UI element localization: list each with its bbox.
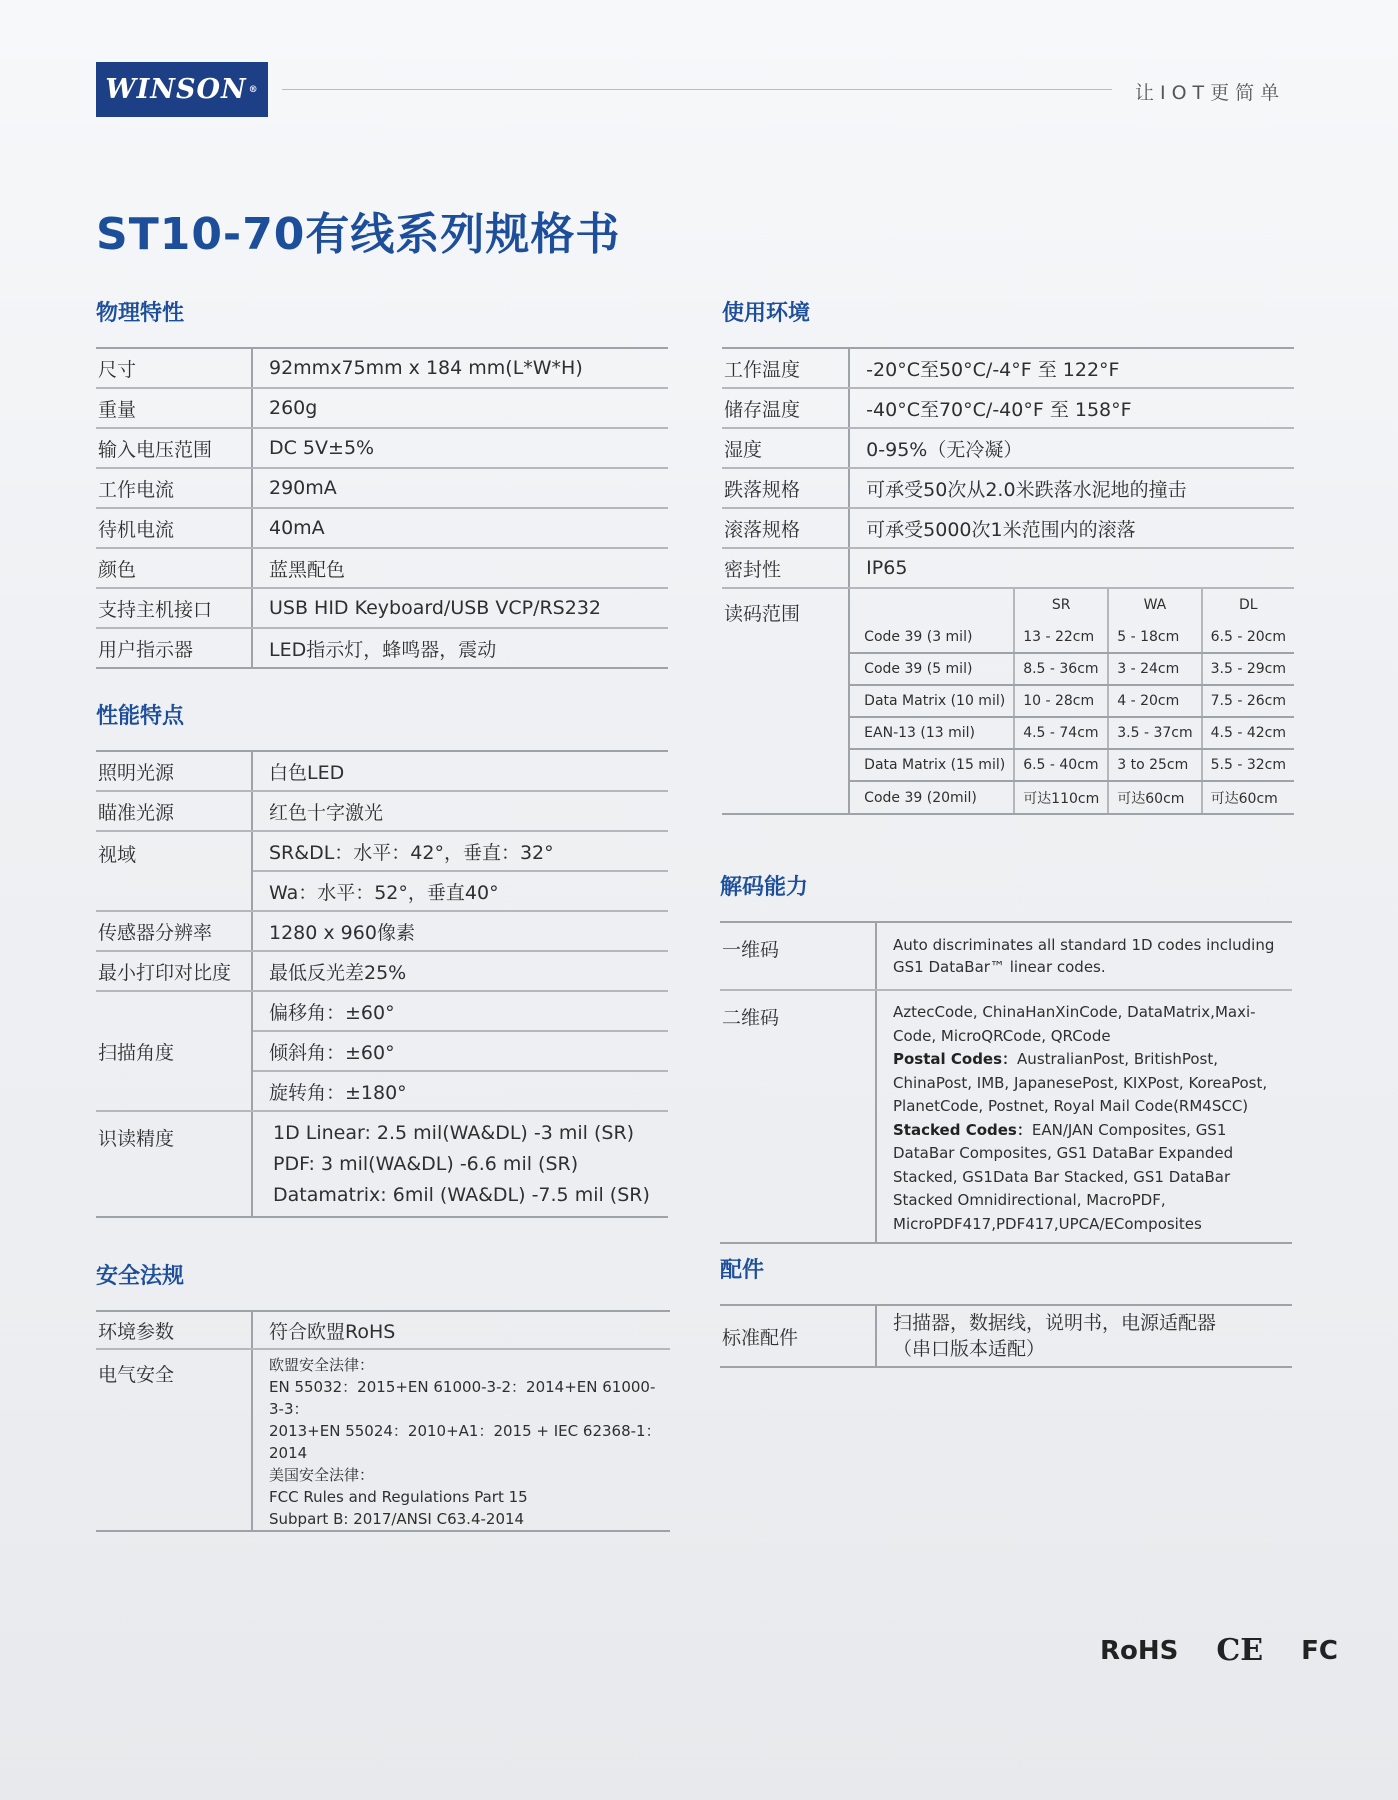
safety-line: 欧盟安全法律： <box>269 1356 375 1374</box>
row-value: 可承受5000次1米范围内的滚落 <box>849 508 1294 548</box>
accessories-table <box>720 1304 1292 1368</box>
performance-section <box>96 698 668 1218</box>
table-row <box>720 990 1292 1243</box>
range-value: 5.5 - 32cm <box>1202 749 1294 781</box>
postal-label: Postal Codes： <box>893 1050 1018 1068</box>
precision-line: PDF: 3 mil(WA&DL) -6.6 mil (SR) <box>273 1152 579 1175</box>
range-row <box>850 749 1294 781</box>
table-row <box>722 388 1294 428</box>
table-row <box>96 991 668 1031</box>
table-row <box>96 951 668 991</box>
row-value: DC 5V±5% <box>252 428 668 468</box>
range-symbology: Data Matrix (15 mil) <box>850 749 1014 781</box>
safety-line: EN 55032：2015+EN 61000-3-2：2014+EN 61000-3-3： <box>269 1378 656 1418</box>
row-label: 跌落规格 <box>722 468 849 508</box>
row-label: 瞄准光源 <box>96 791 252 831</box>
safety-line: Subpart B: 2017/ANSI C63.4-2014 <box>269 1510 525 1528</box>
row-label: 颜色 <box>96 548 252 588</box>
section-title: 安全法规 <box>96 1264 185 1289</box>
range-value: 可达60cm <box>1108 781 1201 813</box>
decode-postal <box>893 1048 1292 1119</box>
range-row <box>850 621 1294 653</box>
row-value: 260g <box>252 388 668 428</box>
range-symbology: Code 39 (3 mil) <box>850 621 1014 653</box>
range-row <box>850 653 1294 685</box>
range-value: 8.5 - 36cm <box>1014 653 1108 685</box>
read-range-table <box>850 589 1294 813</box>
ce-logo: CE <box>1216 1633 1264 1668</box>
row-value: -20°C至50°C/-4°F 至 122°F <box>849 348 1294 388</box>
row-label: 环境参数 <box>96 1311 252 1349</box>
range-value: 3 - 24cm <box>1108 653 1201 685</box>
safety-table <box>96 1310 670 1532</box>
table-row <box>96 1349 670 1531</box>
row-label: 尺寸 <box>96 348 252 388</box>
range-header-cell: SR <box>1014 589 1108 621</box>
row-value: IP65 <box>849 548 1294 588</box>
range-header-cell <box>850 589 1014 621</box>
decoding-section <box>720 869 1292 1244</box>
decode-2d-intro: AztecCode, ChinaHanXinCode, DataMatrix,Maxi-Code, MicroQRCode, QRCode <box>893 1003 1256 1045</box>
range-value: 4.5 - 42cm <box>1202 717 1294 749</box>
row-value: 倾斜角：±60° <box>252 1031 668 1071</box>
row-label: 用户指示器 <box>96 628 252 668</box>
range-header-row <box>850 589 1294 621</box>
section-title: 配件 <box>720 1258 765 1283</box>
row-label: 输入电压范围 <box>96 428 252 468</box>
row-value: 40mA <box>252 508 668 548</box>
row-label: 储存温度 <box>722 388 849 428</box>
postal-codes: AustralianPost, BritishPost, ChinaPost, IMB, JapanesePost, KIXPost, KoreaPost, PlanetCode, Postnet, Royal Mail Code(RM4SCC) <box>893 1050 1268 1115</box>
table-row <box>96 628 668 668</box>
environment-table <box>722 347 1294 815</box>
row-value: 白色LED <box>252 751 668 791</box>
table-row <box>96 791 668 831</box>
table-row <box>722 548 1294 588</box>
range-value: 6.5 - 20cm <box>1202 621 1294 653</box>
rohs-logo: RoHS <box>1100 1635 1179 1666</box>
row-value: SR&DL：水平：42°，垂直：32° <box>252 831 668 871</box>
table-row <box>720 922 1292 990</box>
row-value: 0-95%（无冷凝） <box>849 428 1294 468</box>
row-value: 1280 x 960像素 <box>252 911 668 951</box>
brand-name: WINSON <box>105 74 247 105</box>
table-row <box>96 508 668 548</box>
page-title: ST10-70有线系列规格书 <box>96 209 621 260</box>
winson-logo <box>96 62 268 117</box>
range-value: 可达110cm <box>1014 781 1108 813</box>
row-value: USB HID Keyboard/USB VCP/RS232 <box>252 588 668 628</box>
row-label: 重量 <box>96 388 252 428</box>
row-label: 滚落规格 <box>722 508 849 548</box>
row-value: 符合欧盟RoHS <box>252 1311 670 1349</box>
range-symbology: Code 39 (20mil) <box>864 789 977 806</box>
physical-section <box>96 295 668 669</box>
table-row <box>722 428 1294 468</box>
decode-stacked <box>893 1119 1292 1237</box>
row-value: 290mA <box>252 468 668 508</box>
row-label: 二维码 <box>720 990 876 1243</box>
table-row <box>96 348 668 388</box>
row-label: 视域 <box>96 831 252 911</box>
row-label: 最小打印对比度 <box>96 951 252 991</box>
range-value: 6.5 - 40cm <box>1014 749 1108 781</box>
range-symbology: Code 39 (5 mil) <box>850 653 1014 685</box>
range-value: 7.5 - 26cm <box>1202 685 1294 717</box>
row-label: 工作电流 <box>96 468 252 508</box>
slogan: 让IOT更简单 <box>1135 82 1286 104</box>
table-row <box>722 508 1294 548</box>
range-value: 4.5 - 74cm <box>1014 717 1108 749</box>
row-value: 偏移角：±60° <box>252 991 668 1031</box>
row-label: 湿度 <box>722 428 849 468</box>
row-value: 最低反光差25% <box>252 951 668 991</box>
range-row <box>850 781 1294 813</box>
row-value: 红色十字激光 <box>252 791 668 831</box>
safety-line: FCC Rules and Regulations Part 15 <box>269 1488 528 1506</box>
precision-line: Datamatrix: 6mil (WA&DL) -7.5 mil (SR) <box>273 1183 650 1206</box>
table-row <box>96 428 668 468</box>
row-label: 电气安全 <box>96 1349 252 1531</box>
range-value: 13 - 22cm <box>1014 621 1108 653</box>
performance-table <box>96 750 668 1218</box>
table-row <box>720 1305 1292 1367</box>
row-label: 一维码 <box>720 922 876 990</box>
row-value <box>876 990 1292 1243</box>
physical-table <box>96 347 668 669</box>
row-value <box>252 1111 668 1217</box>
range-row <box>850 685 1294 717</box>
row-value <box>252 1349 670 1531</box>
row-value: LED指示灯，蜂鸣器，震动 <box>252 628 668 668</box>
table-row <box>96 548 668 588</box>
row-value: -40°C至70°C/-40°F 至 158°F <box>849 388 1294 428</box>
table-row <box>96 468 668 508</box>
row-label: 工作温度 <box>722 348 849 388</box>
table-row <box>96 831 668 871</box>
section-title: 解码能力 <box>720 875 809 900</box>
range-value: 3.5 - 29cm <box>1202 653 1294 685</box>
row-label: 照明光源 <box>96 751 252 791</box>
row-value: Auto discriminates all standard 1D codes including GS1 DataBar™ linear codes. <box>876 922 1292 990</box>
row-label: 支持主机接口 <box>96 588 252 628</box>
accessory-line: 扫描器，数据线，说明书，电源适配器 <box>893 1312 1217 1334</box>
section-title: 性能特点 <box>96 704 185 729</box>
registered-mark: ® <box>248 84 259 95</box>
range-symbology: EAN-13 (13 mil) <box>850 717 1014 749</box>
range-value: 可达60cm <box>1202 781 1294 813</box>
environment-section <box>722 295 1294 815</box>
row-value: 可承受50次从2.0米跌落水泥地的撞击 <box>849 468 1294 508</box>
range-value: 10 - 28cm <box>1014 685 1108 717</box>
safety-section <box>96 1258 670 1532</box>
table-row <box>96 588 668 628</box>
table-row <box>96 1311 670 1349</box>
range-header-cell: DL <box>1202 589 1294 621</box>
range-row <box>850 717 1294 749</box>
row-label: 识读精度 <box>96 1111 252 1217</box>
range-value: 3 to 25cm <box>1108 749 1201 781</box>
section-title: 使用环境 <box>722 301 811 326</box>
range-header-cell: WA <box>1108 589 1201 621</box>
row-label: 读码范围 <box>722 588 849 814</box>
table-row <box>722 468 1294 508</box>
row-value: 旋转角：±180° <box>252 1071 668 1111</box>
stacked-codes: EAN/JAN Composites, GS1 DataBar Composites, GS1 DataBar Expanded Stacked, GS1Data Bar Stacked, GS1 DataBar Stacked Omnidirectional, MacroPDF, MicroPDF417,PDF417,UPCA/EComposites <box>893 1120 1234 1233</box>
precision-line: 1D Linear: 2.5 mil(WA&DL) -3 mil (SR) <box>273 1121 635 1144</box>
row-value: Wa：水平：52°，垂直40° <box>252 871 668 911</box>
safety-line: 美国安全法律： <box>269 1466 375 1484</box>
table-row <box>96 388 668 428</box>
range-value: 3.5 - 37cm <box>1108 717 1201 749</box>
table-row <box>722 348 1294 388</box>
table-row <box>96 1111 668 1217</box>
range-value: 5 - 18cm <box>1108 621 1201 653</box>
row-label: 传感器分辨率 <box>96 911 252 951</box>
row-label: 密封性 <box>722 548 849 588</box>
accessories-section <box>720 1252 1292 1368</box>
table-row <box>96 751 668 791</box>
certification-logos <box>1100 1633 1338 1668</box>
decoding-table <box>720 921 1292 1244</box>
row-value: 蓝黑配色 <box>252 548 668 588</box>
row-value: 92mmx75mm x 184 mm(L*W*H) <box>252 348 668 388</box>
header-divider <box>282 89 1112 90</box>
range-symbology: Data Matrix (10 mil) <box>850 685 1014 717</box>
stacked-label: Stacked Codes： <box>893 1120 1032 1139</box>
section-title: 物理特性 <box>96 301 185 326</box>
row-label: 扫描角度 <box>96 991 252 1111</box>
row-label: 待机电流 <box>96 508 252 548</box>
row-value <box>876 1305 1292 1367</box>
table-row <box>96 911 668 951</box>
range-value: 4 - 20cm <box>1108 685 1201 717</box>
table-row <box>722 588 1294 814</box>
accessory-line: （串口版本适配） <box>893 1338 1046 1360</box>
safety-line: 2013+EN 55024：2010+A1：2015 + IEC 62368-1：2014 <box>269 1422 661 1462</box>
fc-logo: FC <box>1301 1635 1338 1666</box>
row-value <box>849 588 1294 814</box>
row-label: 标准配件 <box>720 1305 876 1367</box>
